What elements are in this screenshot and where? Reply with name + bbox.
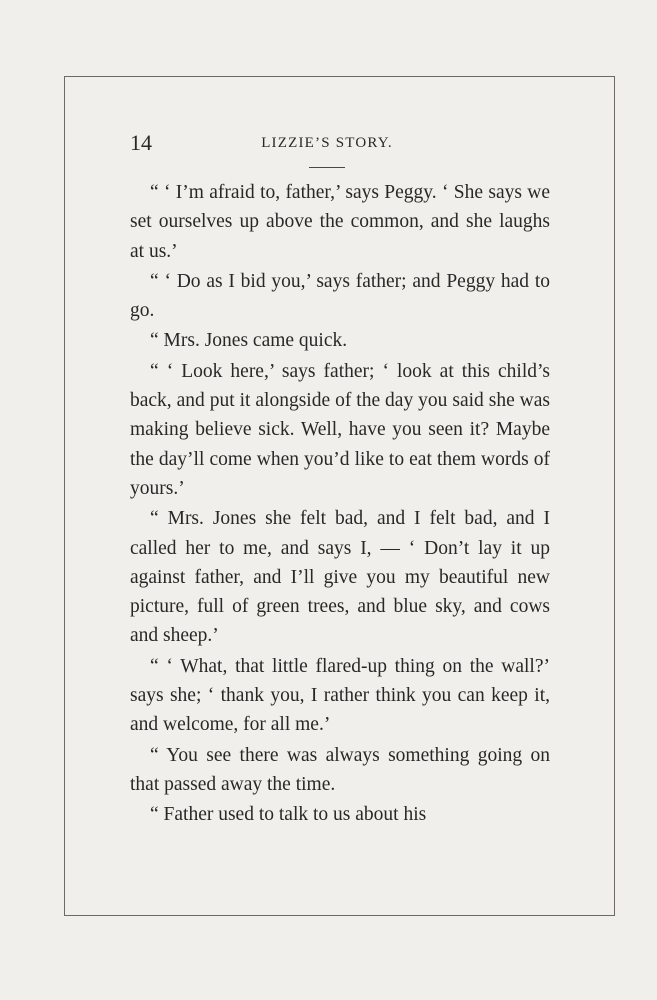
paragraph: “ Father used to talk to us about his — [150, 804, 427, 826]
paragraph: “ You see there was always something going on that passed away the time. — [130, 744, 550, 795]
paragraph: “ Mrs. Jones she felt bad, and I felt bad, and I called her to me, and says I, — ‘ Don’t lay it up against father, and I’ll give you my beautiful new picture, full of green trees, and blue sky, and cows and sheep.’ — [130, 508, 550, 647]
header-rule — [309, 167, 345, 168]
paragraph: “ ‘ Do as I bid you,’ says father; and Peggy had to go. — [130, 270, 550, 322]
page-number: 14 — [130, 130, 152, 155]
paragraph: “ ‘ What, that little flared-up thing on the wall?’ says she; ‘ thank you, I rather think you can keep it, and welcome, for all me.’ — [130, 655, 550, 736]
running-head: LIZZIE’S STORY. — [261, 135, 393, 151]
paragraph: “ ‘ Look here,’ says father; ‘ look at this child’s back, and put it alongside of the day you said she was making believe sick. Well, have you seen it? Maybe the day’ll come when you’d like to eat them words of yours.’ — [130, 360, 550, 499]
body-text — [130, 178, 550, 831]
paragraph: “ ‘ I’m afraid to, father,’ says Peggy. ‘ She says we set ourselves up above the common, and she laughs at us.’ — [130, 182, 550, 262]
paragraph: “ Mrs. Jones came quick. — [150, 330, 348, 352]
